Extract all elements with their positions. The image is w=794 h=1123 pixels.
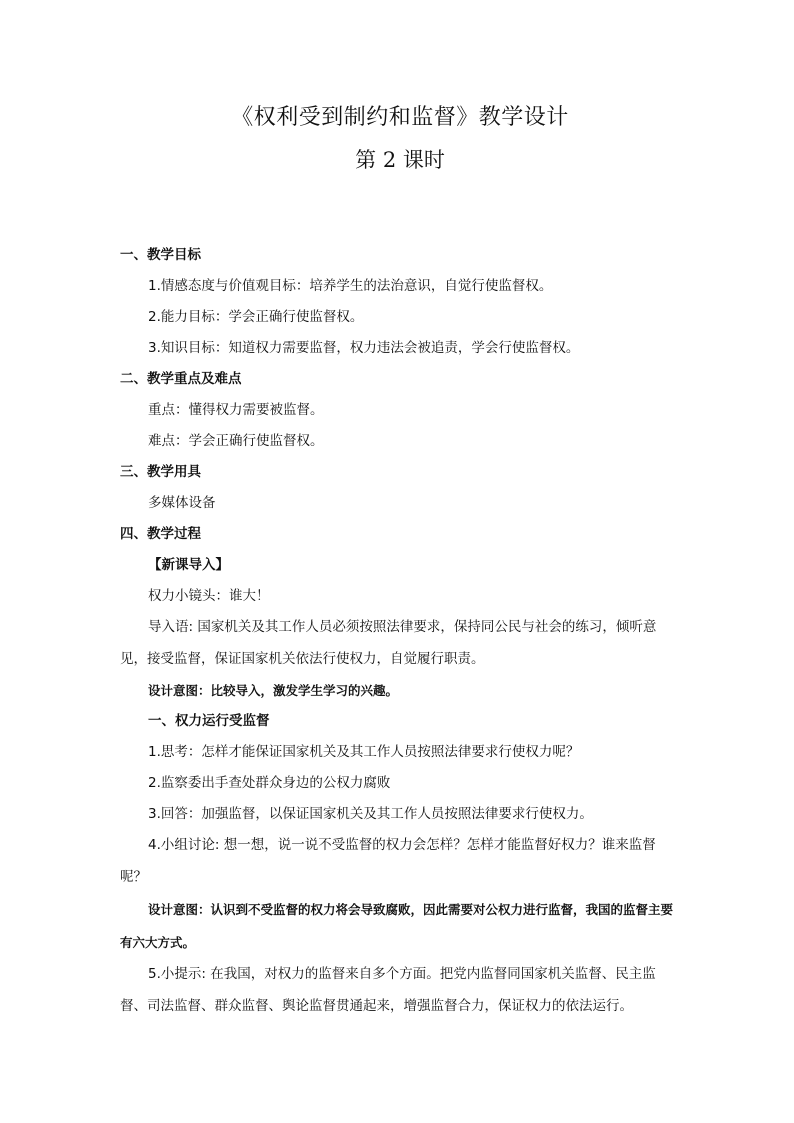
key-point-item: 重点：懂得权力需要被监督。 <box>148 402 324 418</box>
intro-text: 导入语: 国家机关及其工作人员必须按照法律要求，保持同公民与社会的练习，倾听意见，接受监督，保证国家机关依法行使权力，自觉履行职责。 <box>120 619 657 667</box>
design-intent: 设计意图：比较导入，激发学生学习的兴趣。 <box>148 683 399 698</box>
document-subtitle: 第 2 课时 <box>355 148 445 172</box>
intro-label: 【新课导入】 <box>148 557 229 573</box>
document-body <box>120 240 676 1022</box>
objective-item: 3.知识目标：知道权力需要监督，权力违法会被追责，学会行使监督权。 <box>148 340 580 356</box>
part1-item: 1.思考：怎样才能保证国家机关及其工作人员按照法律要求行使权力呢？ <box>148 744 580 760</box>
key-point-item: 难点：学会正确行使监督权。 <box>148 433 324 449</box>
document-title: 《权利受到制约和监督》教学设计 <box>231 105 569 130</box>
intro-lens: 权力小镜头：谁大！ <box>148 588 270 604</box>
section-heading-objectives: 一、教学目标 <box>120 247 201 263</box>
part1-item: 3.回答：加强监督，以保证国家机关及其工作人员按照法律要求行使权力。 <box>148 806 593 822</box>
part1-item: 2.监察委出手查处群众身边的公权力腐败 <box>148 775 391 791</box>
section-heading-key-points: 二、教学重点及难点 <box>120 371 242 387</box>
part1-heading: 一、权力运行受监督 <box>148 713 270 729</box>
section-heading-process: 四、教学过程 <box>120 526 201 542</box>
tip-paragraph: 5.小提示: 在我国，对权力的监督来自多个方面。把党内监督同国家机关监督、民主监督、司法监督、群众监督、舆论监督贯通起来，增强监督合力，保证权力的依法运行。 <box>120 966 656 1014</box>
objective-item: 1.情感态度与价值观目标：培养学生的法治意识，自觉行使监督权。 <box>148 278 553 294</box>
section-heading-tools: 三、教学用具 <box>120 464 201 480</box>
tool-item: 多媒体设备 <box>148 495 216 511</box>
objective-item: 2.能力目标：学会正确行使监督权。 <box>148 309 364 325</box>
design-intent: 设计意图：认识到不受监督的权力将会导致腐败，因此需要对公权力进行监督，我国的监督主要有六大方式。 <box>120 902 674 950</box>
part1-item: 4.小组讨论: 想一想，说一说不受监督的权力会怎样？怎样才能监督好权力？谁来监督呢？ <box>120 837 656 885</box>
